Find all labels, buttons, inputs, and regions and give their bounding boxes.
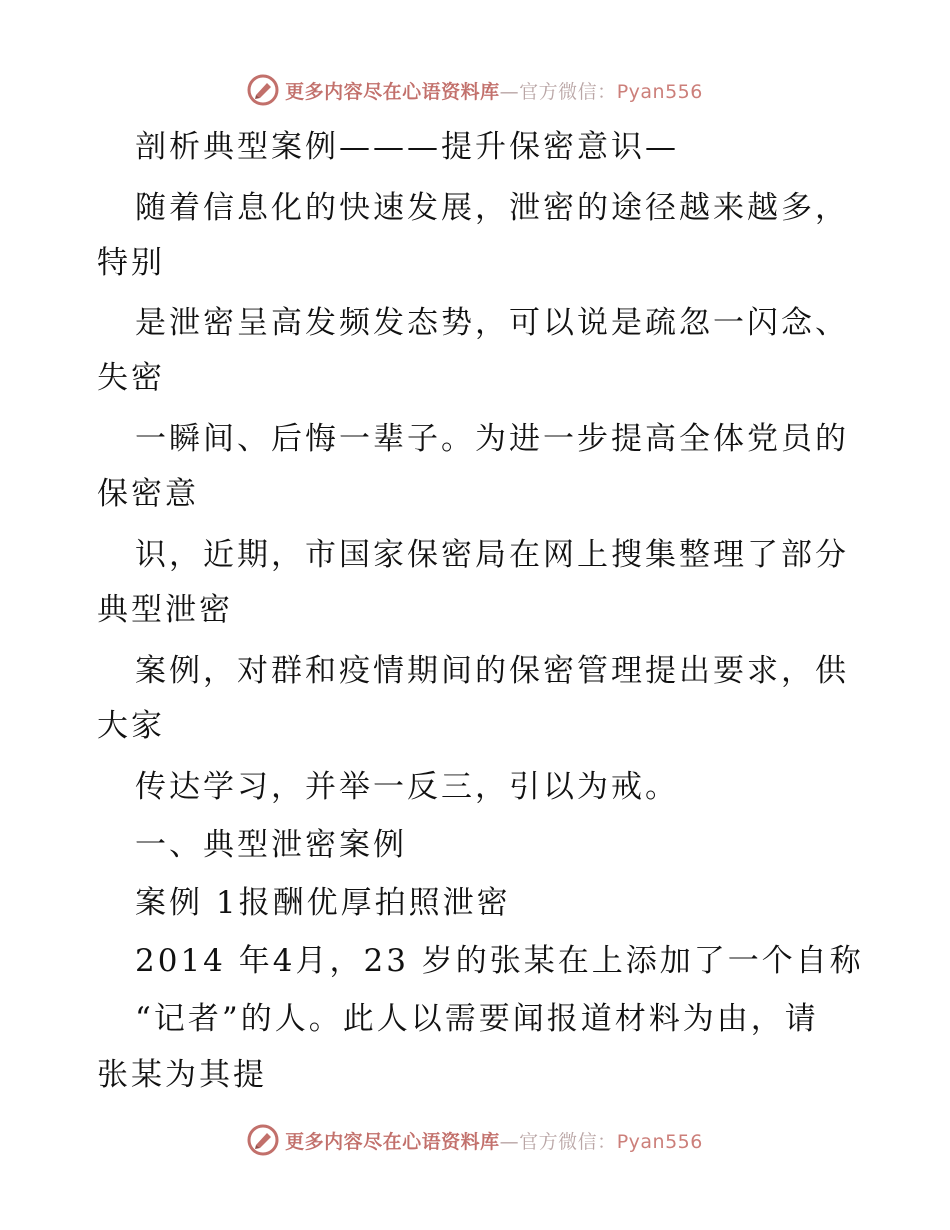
text-line: 是泄密呈高发频发态势，可以说是疏忽一闪念、 (135, 305, 849, 341)
text-line: 张某为其提 (97, 1057, 267, 1093)
brand-logo-icon (247, 74, 279, 106)
text-line: 大家 (97, 708, 165, 744)
document-title: 剖析典型案例———提升保密意识— (135, 129, 679, 165)
text-line: 识，近期，市国家保密局在网上搜集整理了部分 (135, 537, 849, 573)
text-line: 典型泄密 (97, 592, 233, 628)
section-heading: 一、典型泄密案例 (135, 827, 407, 863)
text-line: 传达学习，并举一反三，引以为戒。 (135, 769, 679, 805)
text-line: 案例，对群和疫情期间的保密管理提出要求，供 (135, 653, 849, 689)
text-line: 2014 年4月，23 岁的张某在上添加了一个自称 (135, 943, 864, 979)
text-line: 失密 (97, 360, 165, 396)
brand-logo-icon (247, 1124, 279, 1156)
text-line: 随着信息化的快速发展，泄密的途径越来越多， (135, 190, 849, 226)
text-line: 保密意 (97, 476, 199, 512)
text-line: 一瞬间、后悔一辈子。为进一步提高全体党员的 (135, 421, 849, 457)
footer-watermark (0, 1120, 950, 1160)
text-line: “记者”的人。此人以需要闻报道材料为由，请 (135, 1001, 819, 1037)
watermark-text: 更多内容尽在心语资料库—官方微信：Pyan556 (285, 1130, 703, 1153)
text-line: 特别 (97, 245, 165, 281)
header-watermark (0, 70, 950, 110)
watermark-text: 更多内容尽在心语资料库—官方微信：Pyan556 (285, 80, 703, 103)
case-heading: 案例 1报酬优厚拍照泄密 (135, 885, 511, 921)
